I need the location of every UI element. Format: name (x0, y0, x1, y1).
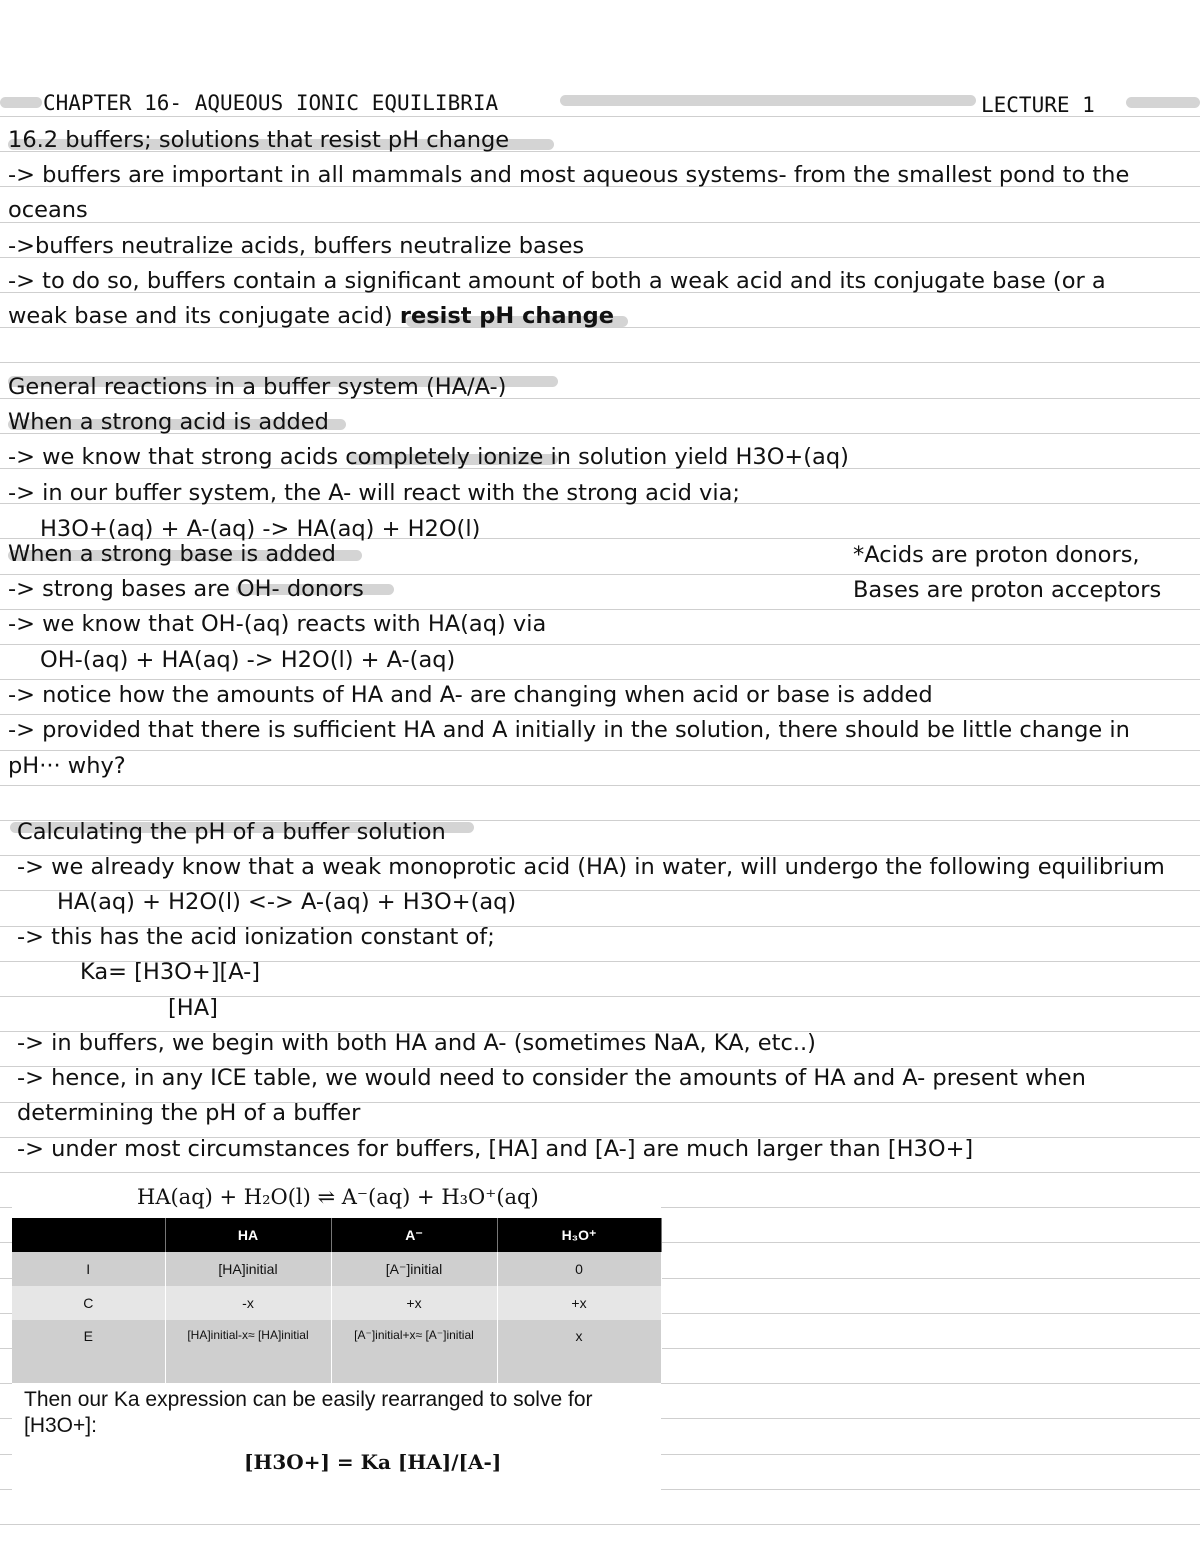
note-line: -> provided that there is sufficient HA and A initially in the solution, there should be little change in (8, 717, 1130, 743)
equilibrium-equation: HA(aq) + H2O(l) <-> A-(aq) + H3O+(aq) (57, 889, 517, 915)
ice-cell: [HA]initial-x≈ [HA]initial (165, 1320, 331, 1383)
ice-cell: 0 (497, 1252, 661, 1286)
note-line: oceans (8, 197, 88, 223)
ice-cell: +x (331, 1286, 497, 1320)
subheading-strong-acid: When a strong acid is added (8, 409, 329, 435)
ice-row-change (12, 1286, 661, 1320)
note-line: -> buffers are important in all mammals and most aqueous systems- from the smallest pond to the (8, 162, 1130, 188)
note-line (8, 301, 614, 331)
section-title-general-reactions: General reactions in a buffer system (HA/A-) (8, 374, 507, 400)
subheading-strong-base: When a strong base is added (8, 541, 336, 567)
ice-header-cell: HA (165, 1218, 331, 1252)
reaction-equation: OH-(aq) + HA(aq) -> H2O(l) + A-(aq) (40, 647, 456, 673)
lecture-label: LECTURE 1 (981, 93, 1095, 117)
highlight-mark (1126, 97, 1200, 108)
ice-cell: [A⁻]initial+x≈ [A⁻]initial (331, 1320, 497, 1383)
side-note: *Acids are proton donors, (853, 542, 1140, 568)
note-line: -> hence, in any ICE table, we would need to consider the amounts of HA and A- present when (17, 1065, 1086, 1091)
ice-cell: x (497, 1320, 661, 1383)
notebook-rule-line (0, 1172, 1200, 1173)
ice-table (12, 1218, 662, 1383)
note-line: -> we already know that a weak monoprotic acid (HA) in water, will undergo the following equilibrium (17, 854, 1165, 880)
notebook-rule-line (0, 750, 1200, 751)
ice-cell: [HA]initial (165, 1252, 331, 1286)
note-text: weak base and its conjugate acid) (8, 303, 393, 329)
note-line: pH··· why? (8, 753, 126, 779)
note-line: -> to do so, buffers contain a significant amount of both a weak acid and its conjugate base (or a (8, 268, 1106, 294)
chapter-title: CHAPTER 16- AQUEOUS IONIC EQUILIBRIA (43, 91, 499, 115)
notebook-rule-line (0, 1524, 1200, 1525)
ice-header-cell: A⁻ (331, 1218, 497, 1252)
side-note: Bases are proton acceptors (853, 577, 1162, 603)
h3o-formula: [H3O+] = Ka [HA]/[A-] (244, 1450, 502, 1474)
ka-expression-numerator: Ka= [H3O+][A-] (80, 959, 261, 985)
rearrange-text: [H3O+]: (24, 1414, 97, 1437)
ice-cell: I (12, 1252, 165, 1286)
ice-cell: C (12, 1286, 165, 1320)
highlight-mark (560, 95, 976, 106)
highlight-mark (0, 97, 42, 108)
note-line: -> we know that strong acids completely ionize in solution yield H3O+(aq) (8, 444, 849, 470)
note-line: ->buffers neutralize acids, buffers neutralize bases (8, 233, 585, 259)
note-line: -> in buffers, we begin with both HA and A- (sometimes NaA, KA, etc..) (17, 1030, 816, 1056)
ice-row-initial (12, 1252, 661, 1286)
note-line: -> under most circumstances for buffers, [HA] and [A-] are much larger than [H3O+] (17, 1136, 974, 1162)
note-line: -> we know that OH-(aq) reacts with HA(aq) via (8, 611, 547, 637)
ice-header-cell (12, 1218, 165, 1252)
note-line: -> this has the acid ionization constant of; (17, 924, 495, 950)
ice-table-header (12, 1218, 661, 1252)
note-line: determining the pH of a buffer (17, 1100, 361, 1126)
ka-expression-denominator: [HA] (168, 995, 218, 1021)
ice-cell: -x (165, 1286, 331, 1320)
note-line: -> in our buffer system, the A- will react with the strong acid via; (8, 480, 740, 506)
ice-cell: [A⁻]initial (331, 1252, 497, 1286)
notebook-rule-line (0, 362, 1200, 363)
section-title-buffers: 16.2 buffers; solutions that resist pH change (8, 127, 510, 153)
notebook-rule-line (0, 222, 1200, 223)
reaction-equation: H3O+(aq) + A-(aq) -> HA(aq) + H2O(l) (40, 516, 481, 542)
ice-cell: +x (497, 1286, 661, 1320)
rearrange-text: Then our Ka expression can be easily rearranged to solve for (24, 1388, 593, 1411)
note-line: -> strong bases are OH- donors (8, 576, 364, 602)
note-line: -> notice how the amounts of HA and A- are changing when acid or base is added (8, 682, 933, 708)
notebook-rule-line (0, 785, 1200, 786)
emphasis-text: resist pH change (399, 303, 614, 329)
ice-header-cell: H₃O⁺ (497, 1218, 661, 1252)
section-title-calculating-ph: Calculating the pH of a buffer solution (17, 819, 446, 845)
ice-cell: E (12, 1320, 165, 1383)
ice-equation: HA(aq) + H₂O(l) ⇌ A⁻(aq) + H₃O⁺(aq) (137, 1185, 539, 1209)
ice-row-equilibrium (12, 1320, 661, 1383)
